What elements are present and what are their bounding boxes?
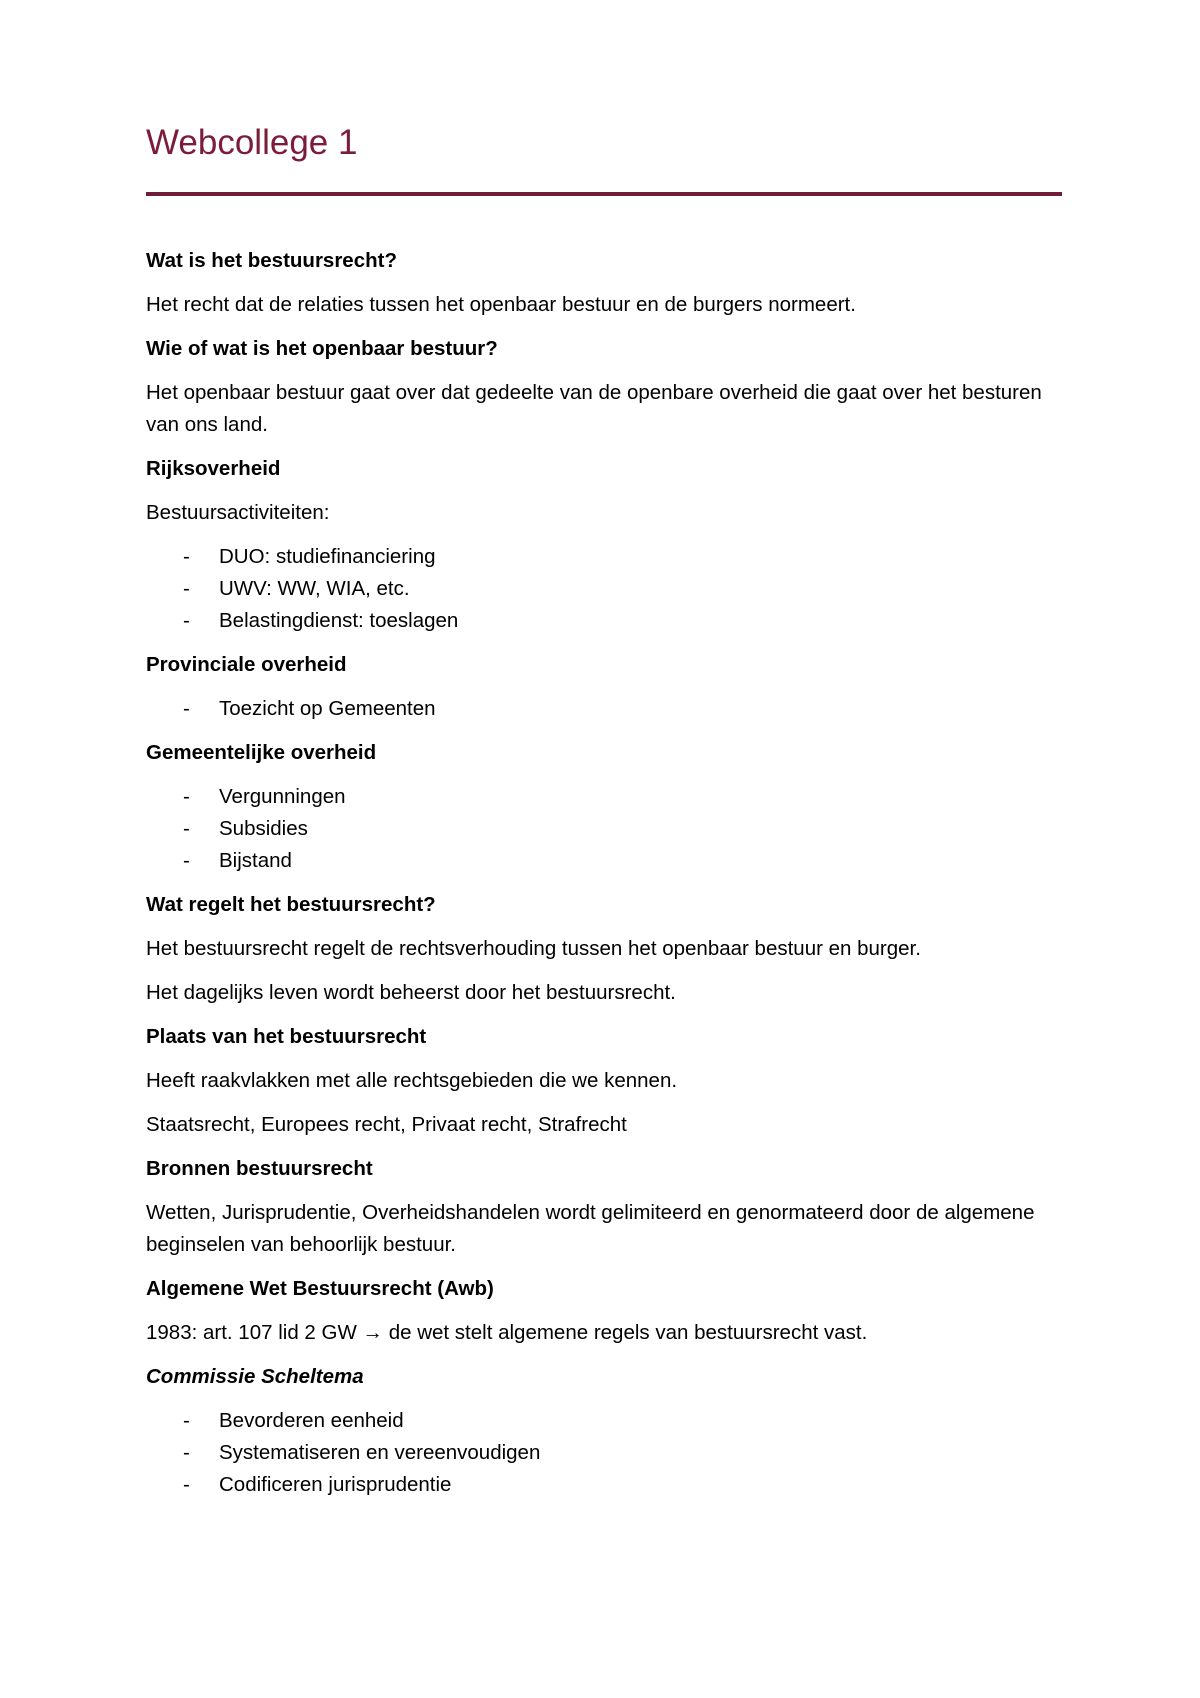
list-item	[146, 541, 1062, 573]
list-item	[146, 1469, 1062, 1501]
list-item	[146, 1405, 1062, 1437]
heading-openbaar-bestuur: Wie of wat is het openbaar bestuur?	[146, 337, 498, 360]
list-rijksoverheid	[146, 541, 1062, 637]
list-item	[146, 605, 1062, 637]
paragraph-rechtsverhouding: Het bestuursrecht regelt de rechtsverhouding tussen het openbaar bestuur en burger.	[146, 937, 921, 960]
dash-bullet: -	[183, 1409, 190, 1432]
list-item-text: DUO: studiefinanciering	[219, 545, 436, 568]
list-item	[146, 781, 1062, 813]
list-gemeentelijke-overheid	[146, 781, 1062, 877]
dash-bullet: -	[183, 697, 190, 720]
paragraph-bestuursactiviteiten: Bestuursactiviteiten:	[146, 501, 330, 524]
document-title: Webcollege 1	[146, 123, 358, 162]
title-divider	[146, 192, 1062, 196]
list-item-text: Toezicht op Gemeenten	[219, 697, 436, 720]
dash-bullet: -	[183, 609, 190, 632]
dash-bullet: -	[183, 785, 190, 808]
dash-bullet: -	[183, 577, 190, 600]
heading-provinciale-overheid: Provinciale overheid	[146, 653, 347, 676]
list-item	[146, 1437, 1062, 1469]
heading-awb: Algemene Wet Bestuursrecht (Awb)	[146, 1277, 494, 1300]
list-item-text: Subsidies	[219, 817, 308, 840]
dash-bullet: -	[183, 849, 190, 872]
list-commissie-scheltema	[146, 1405, 1062, 1501]
list-item-text: Vergunningen	[219, 785, 346, 808]
paragraph-raakvlakken: Heeft raakvlakken met alle rechtsgebieden die we kennen.	[146, 1069, 678, 1092]
list-item-text: Bijstand	[219, 849, 292, 872]
heading-plaats: Plaats van het bestuursrecht	[146, 1025, 427, 1048]
heading-gemeentelijke-overheid: Gemeentelijke overheid	[146, 741, 377, 764]
paragraph-definitie: Het recht dat de relaties tussen het openbaar bestuur en de burgers normeert.	[146, 293, 856, 316]
list-item	[146, 813, 1062, 845]
heading-wat-regelt: Wat regelt het bestuursrecht?	[146, 893, 436, 916]
heading-commissie-scheltema: Commissie Scheltema	[146, 1365, 364, 1388]
heading-bronnen: Bronnen bestuursrecht	[146, 1157, 373, 1180]
dash-bullet: -	[183, 1441, 190, 1464]
paragraph-openbaar-bestuur: Het openbaar bestuur gaat over dat gedeelte van de openbare overheid die gaat over het besturen van ons land.	[146, 381, 1042, 436]
list-item-text: Belastingdienst: toeslagen	[219, 609, 459, 632]
paragraph-awb: 1983: art. 107 lid 2 GW → de wet stelt algemene regels van bestuursrecht vast.	[146, 1321, 868, 1344]
list-item-text: UWV: WW, WIA, etc.	[219, 577, 410, 600]
list-item-text: Bevorderen eenheid	[219, 1409, 404, 1432]
list-item	[146, 573, 1062, 605]
heading-wat-is-bestuursrecht: Wat is het bestuursrecht?	[146, 249, 397, 272]
dash-bullet: -	[183, 545, 190, 568]
list-item	[146, 845, 1062, 877]
dash-bullet: -	[183, 817, 190, 840]
dash-bullet: -	[183, 1473, 190, 1496]
paragraph-rechtsgebieden: Staatsrecht, Europees recht, Privaat recht, Strafrecht	[146, 1113, 627, 1136]
list-item-text: Systematiseren en vereenvoudigen	[219, 1441, 541, 1464]
paragraph-bronnen: Wetten, Jurisprudentie, Overheidshandelen wordt gelimiteerd en genormateerd door de algemene beginselen van behoorlijk bestuur.	[146, 1201, 1035, 1256]
list-provinciale-overheid	[146, 693, 1062, 725]
list-item-text: Codificeren jurisprudentie	[219, 1473, 452, 1496]
document-body	[146, 245, 1062, 1513]
heading-rijksoverheid: Rijksoverheid	[146, 457, 281, 480]
list-item	[146, 693, 1062, 725]
paragraph-dagelijks-leven: Het dagelijks leven wordt beheerst door het bestuursrecht.	[146, 981, 676, 1004]
